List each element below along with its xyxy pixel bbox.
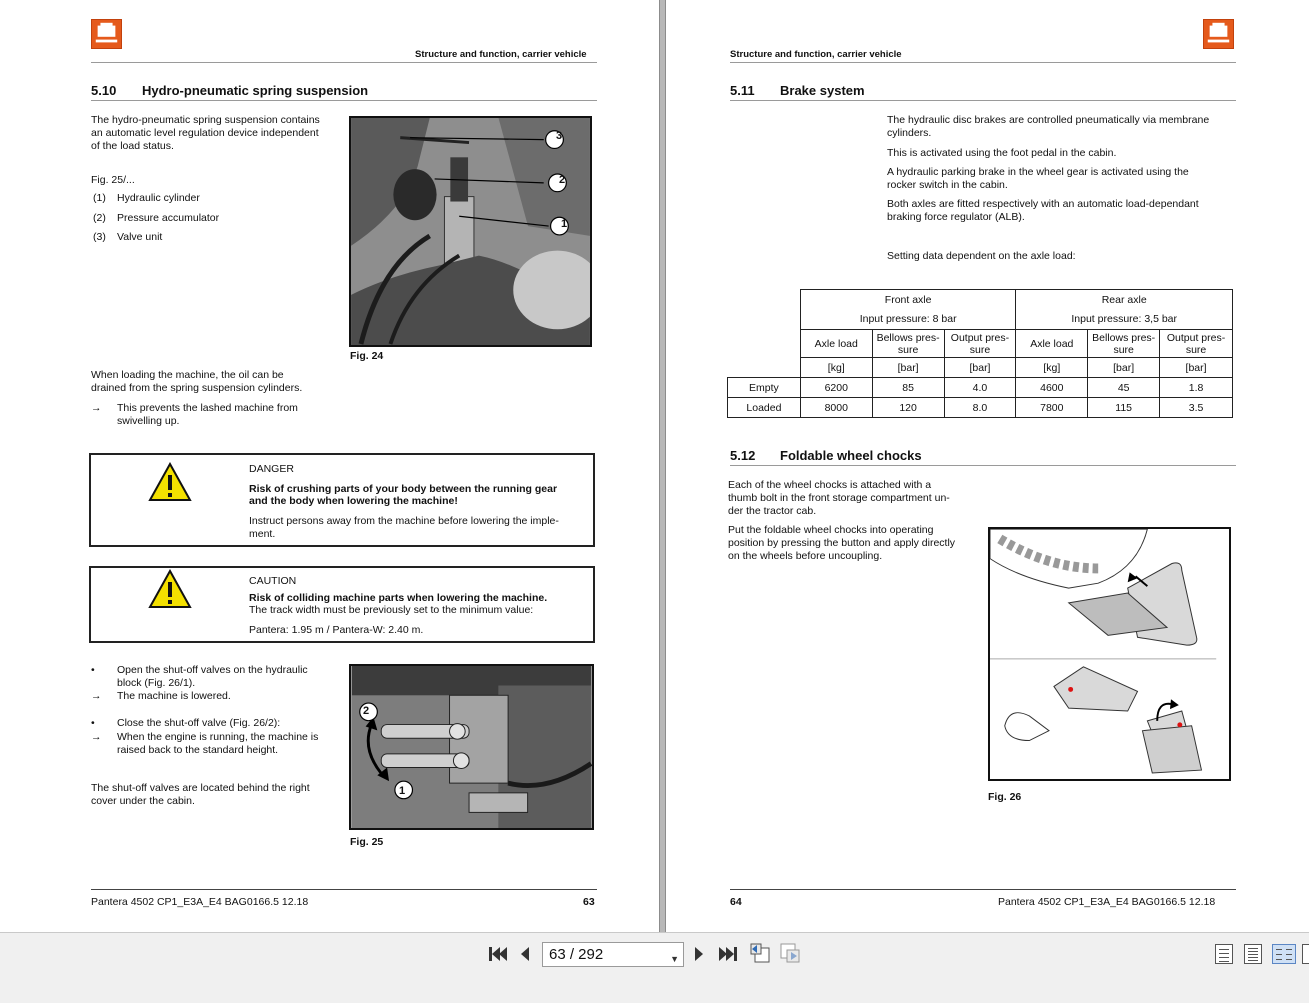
chock-text-1-line-2: thumb bolt in the front storage compartment un- [728,492,950,504]
fig25-callout-1: 1 [398,785,406,797]
view-mode-overflow[interactable] [1302,944,1309,964]
step-bullet-1: • [91,664,95,676]
section-title: Brake system [780,83,865,98]
col-header-line: sure [969,343,991,356]
last-page-button[interactable] [718,945,738,967]
table-cell: 85 [872,378,944,398]
brake-para-4-line-2: braking force regulator (ALB). [887,211,1025,223]
danger-label: DANGER [249,463,294,475]
fig25-callout-2: 2 [362,705,370,717]
table-row [728,398,1233,418]
footer-doc-id: Pantera 4502 CP1_E3A_E4 BAG0166.5 12.18 [91,896,309,908]
go-forward-button[interactable] [779,942,801,968]
table-cell: 3.5 [1160,398,1233,418]
caution-box [89,566,595,643]
legend-label-3: Valve unit [117,231,163,243]
footer-rule [730,889,1236,890]
danger-bold-1: Risk of crushing parts of your body between the running gear [249,483,558,495]
next-page-button[interactable] [694,945,706,967]
table-cell: 4.0 [944,378,1016,398]
table-cell: 120 [872,398,944,418]
chock-text-2-line-3: on the wheels before uncoupling. [728,550,883,562]
intro-line-3: of the load status. [91,140,174,152]
brake-para-3-line-2: rocker switch in the cabin. [887,179,1008,191]
brake-para-3-line-1: A hydraulic parking brake in the wheel gear is activated using the [887,166,1189,178]
brake-para-4-line-1: Both axles are fitted respectively with an automatic load-dependant [887,198,1199,210]
step-bullet-2: • [91,717,95,729]
legend-label-1: Hydraulic cylinder [117,192,200,204]
section-number: 5.12 [730,448,756,463]
footer-rule [91,889,597,890]
loading-text-1: When loading the machine, the oil can be [91,369,284,381]
caution-label: CAUTION [249,575,297,587]
brake-para-2: This is activated using the foot pedal in the cabin. [887,147,1117,159]
danger-box [89,453,595,547]
loading-result-2: swivelling up. [117,415,180,427]
brake-settings-table [727,289,1233,418]
dropdown-arrow-icon[interactable]: ▼ [670,954,679,964]
col-bellows-pressure [1088,330,1160,358]
col-header-line: sure [1113,343,1134,356]
col-header-line: Output pres- [950,331,1010,344]
front-input-pressure: Input pressure: 8 bar [800,310,1016,330]
page-header: Structure and function, carrier vehicle [415,49,587,60]
page-number-input[interactable] [542,942,684,967]
continuous-view-icon[interactable] [1244,944,1262,964]
right-document-page [666,0,1309,932]
section-rule [730,465,1236,466]
intro-line-2: an automatic level regulation device independent [91,127,319,139]
step-arrow-1: → [91,690,102,702]
table-row [728,378,1233,398]
page-number: 63 [583,896,595,908]
figure-26-caption: Fig. 26 [988,791,1022,803]
table-cell: 115 [1088,398,1160,418]
section-rule [730,100,1236,101]
unit-cell: [bar] [1088,358,1160,378]
header-rule [730,62,1236,63]
col-header-line: Output pres- [1166,331,1226,344]
fig-reference: Fig. 25/... [91,174,135,186]
go-back-button[interactable] [749,942,771,968]
setting-intro: Setting data dependent on the axle load: [887,250,1076,262]
amazone-logo [91,19,122,49]
legend-num-2: (2) [93,212,106,224]
col-axle-load: Axle load [800,330,872,358]
row-label: Empty [728,378,801,398]
table-cell: 6200 [800,378,872,398]
danger-bold-2: and the body when lowering the machine! [249,495,458,507]
col-axle-load: Axle load [1016,330,1088,358]
col-header-line: sure [1185,343,1207,356]
result-arrow: → [91,402,102,414]
legend-label-2: Pressure accumulator [117,212,220,224]
first-page-button[interactable] [488,945,508,967]
callout-3: 3 [555,130,563,142]
rear-axle-header: Rear axle [1016,290,1233,310]
amazone-logo [1203,19,1234,49]
location-note-1: The shut-off valves are located behind the right [91,782,310,794]
next-page-icon [694,945,706,963]
table-cell: 8000 [800,398,872,418]
page-indicator-text: 63 / 292 [549,946,604,963]
col-header-line: Bellows pres- [1092,331,1156,344]
go-forward-icon [779,942,801,964]
single-page-view-icon[interactable] [1215,944,1233,964]
loading-result-1: This prevents the lashed machine from [117,402,298,414]
section-number: 5.11 [730,83,755,98]
figure-25-photo [349,664,594,830]
previous-page-button[interactable] [518,945,530,967]
chock-text-1-line-1: Each of the wheel chocks is attached with a [728,479,932,491]
first-page-icon [488,945,508,963]
page-number: 64 [730,896,742,908]
col-output-pressure [944,330,1016,358]
brake-para-1-line-2: cylinders. [887,127,932,139]
table-cell: 4600 [1016,378,1088,398]
figure-26-drawing [988,527,1231,781]
chock-text-1-line-3: der the tractor cab. [728,505,817,517]
step-1-action-2: block (Fig. 26/1). [117,677,196,689]
step-2-result-2: raised back to the standard height. [117,744,279,756]
unit-cell: [bar] [944,358,1016,378]
figure-25-caption: Fig. 25 [350,836,384,848]
caution-values: Pantera: 1.95 m / Pantera-W: 2.40 m. [249,624,424,636]
unit-cell: [bar] [1160,358,1233,378]
legend-num-3: (3) [93,231,106,243]
footer-doc-id: Pantera 4502 CP1_E3A_E4 BAG0166.5 12.18 [998,896,1216,908]
step-arrow-2: → [91,731,102,743]
section-rule [91,100,597,101]
section-title: Foldable wheel chocks [780,448,922,463]
warning-triangle-icon [148,569,192,609]
danger-text-2: ment. [249,528,276,540]
two-page-view-icon[interactable] [1272,944,1296,964]
danger-text-1: Instruct persons away from the machine before lowering the imple- [249,515,559,527]
intro-line-1: The hydro-pneumatic spring suspension contains [91,114,320,126]
viewer-toolbar [0,932,1309,1003]
caution-bold: Risk of colliding machine parts when lowering the machine. [249,592,548,604]
legend-num-1: (1) [93,192,106,204]
table-cell: 45 [1088,378,1160,398]
header-rule [91,62,597,63]
col-header-line: sure [897,343,919,356]
col-output-pressure [1160,330,1233,358]
last-page-icon [718,945,738,963]
step-1-result: The machine is lowered. [117,690,231,702]
location-note-2: cover under the cabin. [91,795,195,807]
section-title: Hydro-pneumatic spring suspension [142,83,369,98]
figure-24-caption: Fig. 24 [350,350,384,362]
rear-input-pressure: Input pressure: 3,5 bar [1016,310,1233,330]
loading-text-2: drained from the spring suspension cylinders. [91,382,303,394]
unit-cell: [bar] [872,358,944,378]
brake-para-1-line-1: The hydraulic disc brakes are controlled pneumatically via membrane [887,114,1210,126]
front-axle-header: Front axle [800,290,1016,310]
page-gutter [659,0,666,932]
step-2-action: Close the shut-off valve (Fig. 26/2): [117,717,281,729]
caution-text: The track width must be previously set to the minimum value: [249,604,534,616]
previous-page-icon [518,945,530,963]
chock-text-2-line-1: Put the foldable wheel chocks into operating [728,524,934,536]
col-bellows-pressure [872,330,944,358]
figure-24-photo [349,116,592,347]
table-cell: 8.0 [944,398,1016,418]
callout-2: 2 [558,174,566,186]
unit-cell: [kg] [1016,358,1088,378]
col-header-line: Bellows pres- [876,331,940,344]
page-header: Structure and function, carrier vehicle [730,49,902,60]
warning-triangle-icon [148,462,192,502]
step-2-result-1: When the engine is running, the machine is [117,731,319,743]
row-label: Loaded [728,398,801,418]
go-back-icon [749,942,771,964]
chock-text-2-line-2: position by pressing the button and apply directly [728,537,956,549]
unit-cell: [kg] [800,358,872,378]
left-document-page [0,0,659,932]
section-number: 5.10 [91,83,117,98]
table-cell: 1.8 [1160,378,1233,398]
table-cell: 7800 [1016,398,1088,418]
callout-1: 1 [560,218,568,230]
step-1-action-1: Open the shut-off valves on the hydraulic [117,664,308,676]
